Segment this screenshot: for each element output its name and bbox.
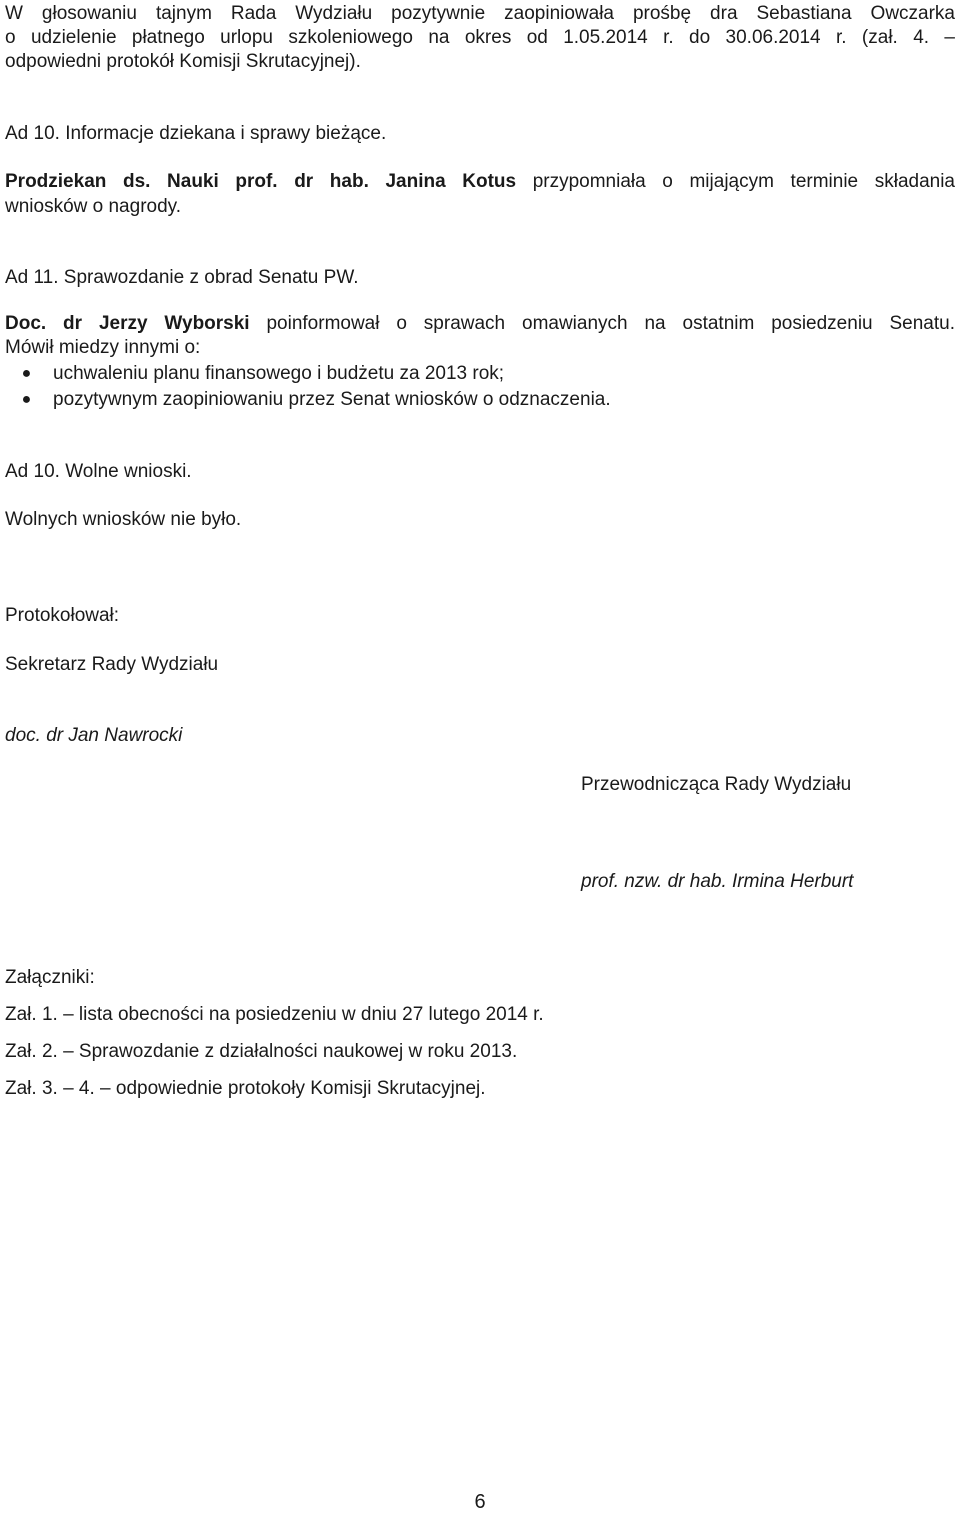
section-heading-ad10-info: Ad 10. Informacje dziekana i sprawy bieżące. bbox=[5, 123, 387, 144]
attachment-item: Zał. 3. – 4. – odpowiednie protokoły Komisji Skrutacyjnej. bbox=[5, 1078, 486, 1099]
section-heading-ad10-wolne: Ad 10. Wolne wnioski. bbox=[5, 461, 192, 482]
page-number: 6 bbox=[474, 1491, 486, 1513]
list-item bbox=[21, 362, 505, 386]
vote-paragraph-line-3: odpowiedni protokół Komisji Skrutacyjnej). bbox=[5, 51, 361, 72]
ad11-line-1-text: poinformował o sprawach omawianych na ostatnim posiedzeniu Senatu. bbox=[249, 313, 955, 334]
attachment-item: Zał. 2. – Sprawozdanie z działalności naukowej w roku 2013. bbox=[5, 1041, 518, 1062]
attachments-heading: Załączniki: bbox=[5, 967, 95, 988]
protokolowal-label: Protokołował: bbox=[5, 605, 120, 626]
ad10-info-paragraph-line-1 bbox=[5, 170, 955, 194]
senator-name: Doc. dr Jerzy Wyborski bbox=[5, 313, 250, 334]
ad10-info-line-1-text: przypomniała o mijającym terminie składania bbox=[516, 171, 955, 192]
attachment-item: Zał. 1. – lista obecności na posiedzeniu w dniu 27 lutego 2014 r. bbox=[5, 1004, 544, 1025]
section-heading-ad11: Ad 11. Sprawozdanie z obrad Senatu PW. bbox=[5, 267, 359, 288]
przewodniczaca-title: Przewodnicząca Rady Wydziału bbox=[581, 774, 852, 795]
vote-paragraph-line-1: W głosowaniu tajnym Rada Wydziału pozytywnie zaopiniowała prośbę dra Sebastiana Owczarka bbox=[5, 3, 955, 24]
bullet-icon: ● bbox=[21, 365, 32, 382]
prodziekan-name: Prodziekan ds. Nauki prof. dr hab. Janina Kotus bbox=[5, 171, 517, 192]
sekretarz-name: doc. dr Jan Nawrocki bbox=[5, 725, 183, 746]
list-item-text: pozytywnym zaopiniowaniu przez Senat wniosków o odznaczenia. bbox=[53, 389, 611, 410]
wolne-wnioski-text: Wolnych wniosków nie było. bbox=[5, 509, 242, 530]
list-item-text: uchwaleniu planu finansowego i budżetu za 2013 rok; bbox=[53, 363, 505, 384]
ad10-info-paragraph-line-2: wniosków o nagrody. bbox=[5, 196, 182, 217]
sekretarz-title: Sekretarz Rady Wydziału bbox=[5, 654, 219, 675]
vote-paragraph-line-2: o udzielenie płatnego urlopu szkoleniowego na okres od 1.05.2014 r. do 30.06.2014 r. (zał. 4. – bbox=[5, 27, 955, 48]
przewodniczaca-name: prof. nzw. dr hab. Irmina Herburt bbox=[581, 871, 854, 892]
bullet-icon: ● bbox=[21, 391, 32, 408]
list-item bbox=[21, 388, 611, 412]
ad11-paragraph-line-1 bbox=[5, 312, 955, 336]
ad11-paragraph-line-2: Mówił miedzy innymi o: bbox=[5, 337, 201, 358]
